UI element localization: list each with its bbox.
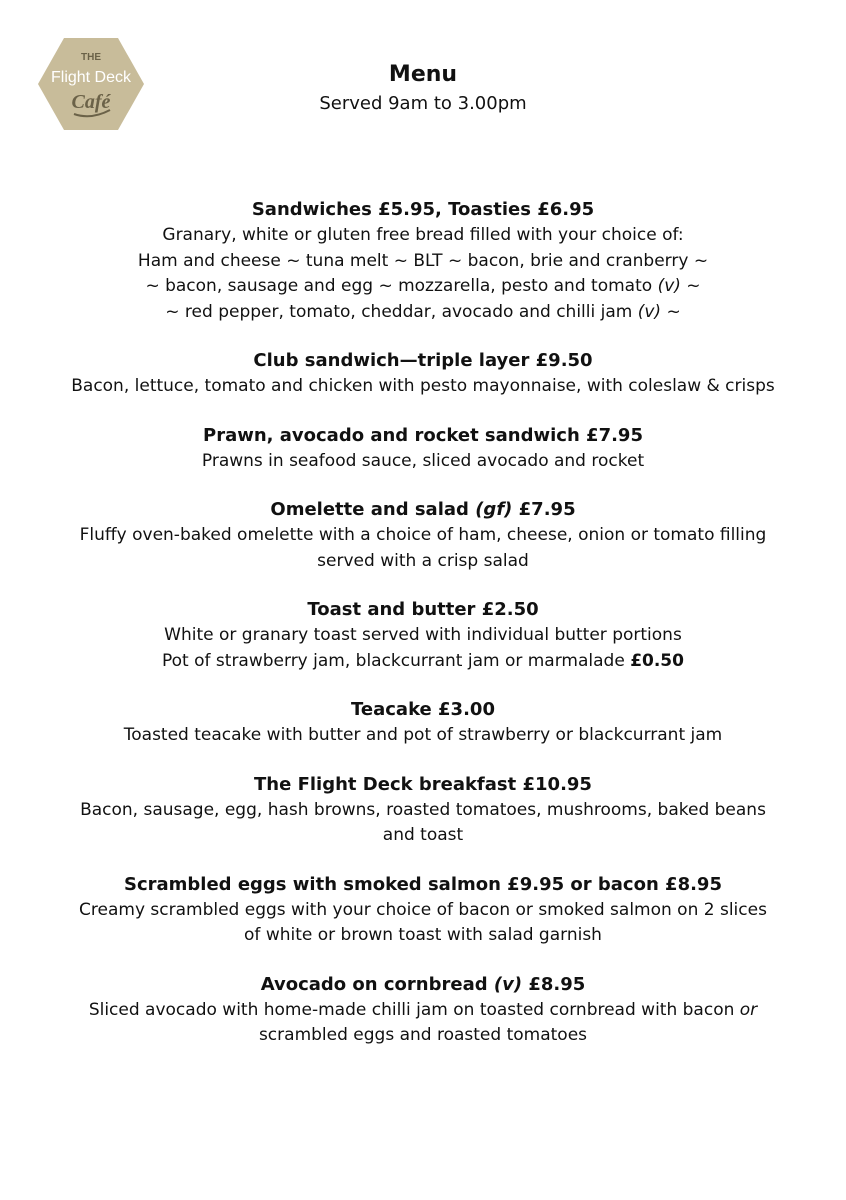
item-description-text: ~ bacon, sausage and egg ~ mozzarella, pesto and tomato [145, 276, 653, 296]
menu-list [20, 197, 826, 1072]
item-title: The Flight Deck breakfast £10.95 [254, 773, 592, 795]
item-title [20, 972, 826, 998]
menu-item-avocado-cornbread [20, 972, 826, 1049]
item-description-line [20, 649, 826, 675]
gluten-free-tag: (gf) [475, 499, 513, 520]
item-description-line: scrambled eggs and roasted tomatoes [258, 1025, 588, 1045]
item-description-line: Bacon, sausage, egg, hash browns, roasted tomatoes, mushrooms, baked beans [80, 799, 766, 820]
menu-item-omelette [20, 497, 826, 574]
item-description-text: ~ red pepper, tomato, cheddar, avocado and chilli jam [165, 301, 633, 322]
menu-item-toast [20, 597, 826, 674]
serving-hours: Served 9am to 3.00pm [319, 93, 527, 114]
item-description-line: Toasted teacake with butter and pot of strawberry or blackcurrant jam [123, 725, 723, 745]
item-description-text: Pot of strawberry jam, blackcurrant jam or marmalade [162, 650, 625, 671]
menu-item-scrambled-eggs [20, 872, 826, 949]
item-description-line: Prawns in seafood sauce, sliced avocado and rocket [201, 450, 645, 471]
item-title-text: Avocado on cornbread [260, 973, 488, 995]
item-description-line: served with a crisp salad [317, 550, 529, 571]
line-tail: ~ [666, 301, 681, 322]
item-title: Scrambled eggs with smoked salmon £9.95 or bacon £8.95 [124, 873, 722, 895]
item-title [20, 497, 826, 523]
item-description-line: of white or brown toast with salad garnish [244, 925, 602, 945]
item-description-line: Ham and cheese ~ tuna melt ~ BLT ~ bacon, brie and cranberry ~ [137, 250, 709, 271]
item-description-line: and toast [382, 825, 464, 845]
extra-price: £0.50 [630, 650, 684, 671]
item-description-text: Sliced avocado with home-made chilli jam on toasted cornbread with bacon [88, 999, 735, 1020]
item-price: £7.95 [518, 499, 576, 520]
menu-item-sandwiches [20, 197, 826, 325]
menu-item-prawn-sandwich [20, 423, 826, 475]
line-tail: ~ [686, 276, 701, 296]
menu-item-teacake [20, 697, 826, 749]
menu-item-club-sandwich [20, 348, 826, 400]
item-title: Teacake £3.00 [351, 699, 495, 720]
logo-text-cafe: Café [71, 91, 111, 113]
item-description-line: Creamy scrambled eggs with your choice of bacon or smoked salmon on 2 slices [79, 899, 767, 920]
vegetarian-tag: (v) [637, 301, 662, 322]
item-title: Club sandwich—triple layer £9.50 [253, 350, 593, 371]
logo-text-flight-deck: Flight Deck [50, 69, 132, 86]
vegetarian-tag: (v) [657, 276, 681, 296]
menu-header [0, 60, 846, 116]
item-description-line: Fluffy oven-baked omelette with a choice of ham, cheese, onion or tomato filling [79, 525, 767, 545]
logo-text-the: THE [81, 52, 101, 63]
item-description-line: Granary, white or gluten free bread filled with your choice of: [162, 225, 684, 245]
item-description-line [20, 998, 826, 1024]
item-description-line [20, 300, 826, 326]
item-title-text: Omelette and salad [270, 499, 469, 520]
menu-item-breakfast [20, 772, 826, 849]
item-title: Sandwiches £5.95, Toasties £6.95 [251, 199, 595, 220]
or-word: or [739, 999, 758, 1020]
item-title: Prawn, avocado and rocket sandwich £7.95 [203, 424, 643, 446]
item-price: £8.95 [528, 973, 586, 995]
item-title: Toast and butter £2.50 [307, 599, 539, 620]
item-description-line: White or granary toast served with individual butter portions [164, 625, 682, 645]
item-description-line [20, 274, 826, 300]
item-description-line: Bacon, lettuce, tomato and chicken with pesto mayonnaise, with coleslaw & crisps [71, 376, 775, 396]
vegetarian-tag: (v) [493, 973, 523, 995]
page-title: Menu [388, 62, 458, 87]
